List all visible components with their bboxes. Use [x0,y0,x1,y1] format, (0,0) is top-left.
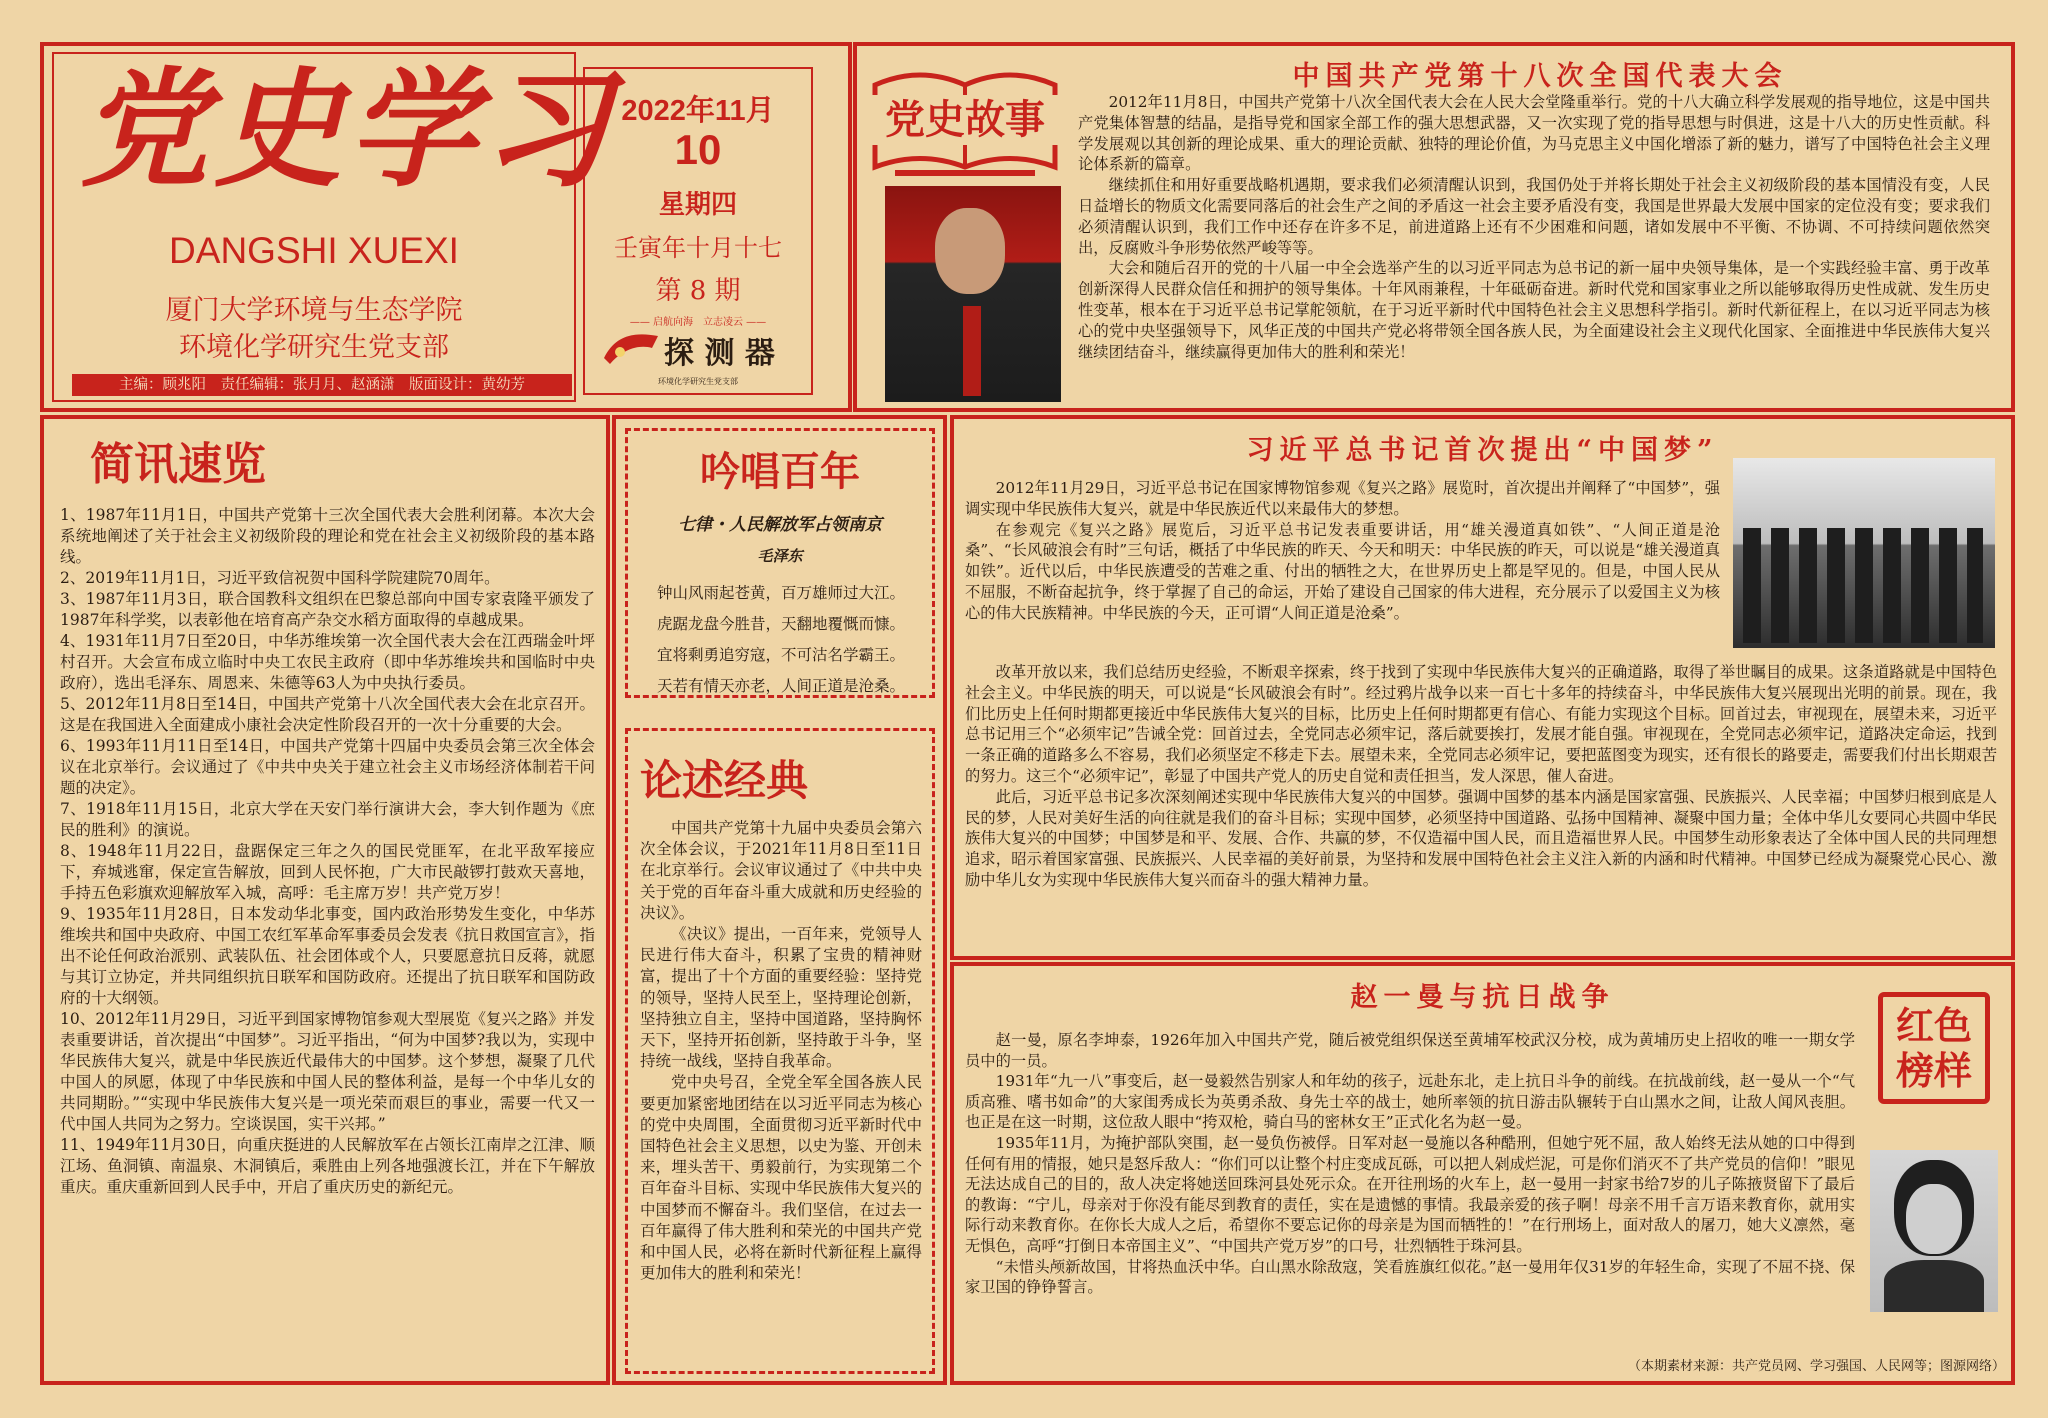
news-list [60,505,595,1198]
date-year-month: 2022年11月 [621,95,775,127]
date-issue: 第 8 期 [655,276,741,306]
news-item: 6、1993年11月11日至14日，中国共产党第十四届中央委员会第三次全体会议在北京举行。会议通过了《中共中央关于建立社会主义市场经济体制若干问题的决定》。 [60,737,595,797]
dream-paragraph: 2012年11月29日，习近平总书记在国家博物馆参观《复兴之路》展览时，首次提出并阐释了“中国梦”，强调实现中华民族伟大复兴，就是中华民族近代以来最伟大的梦想。 [965,479,1720,518]
brand-sub: 环境化学研究生党支部 [658,377,738,386]
classic-title: 论述经典 [640,756,809,805]
poem-line: 虎踞龙盘今胜昔，天翻地覆慨而慷。 [656,615,905,633]
dream-body-bottom [965,662,1997,891]
classic-paragraph: 《决议》提出，一百年来，党领导人民进行伟大奋斗，积累了宝贵的精神财富，提出了十个方面的重要经验：坚持党的领导，坚持人民至上，坚持理论创新，坚持独立自主，坚持中国道路，坚持胸怀天下，坚持开拓创新，坚持敢于斗争，坚持统一战线，坚持自我革命。 [640,925,922,1071]
zhao-paragraph: 赵一曼，原名李坤泰，1926年加入中国共产党，随后被党组织保送至黄埔军校武汉分校，成为黄埔历史上招收的唯一一期女学员中的一员。 [965,1031,1855,1070]
portrait-body [1884,1260,1984,1312]
editors-bar: 主编：顾兆阳 责任编辑：张月月、赵涵潇 版面设计：黄幼芳 [72,374,572,396]
zhao-paragraph: 1931年“九一八”事变后，赵一曼毅然告别家人和年幼的孩子，远赴东北，走上抗日斗争的前线。在抗战前线，赵一曼从一个“气质高雅、嗜书如命”的大家闺秀成长为英勇杀敌、身先士卒的战士，她所率领的抗日游击队辗转于白山黑水之间，让敌人闻风丧胆。也正是在这一时期，这位敌人眼中“挎双枪，骑白马的密林女王”正式化名为赵一曼。 [965,1072,1855,1132]
news-item: 3、1987年11月3日，联合国教科文组织在巴黎总部向中国专家袁隆平颁发了1987年科学奖，以表彰他在培育高产杂交水稻方面取得的卓越成果。 [60,590,595,629]
classic-paragraph: 中国共产党第十九届中央委员会第六次全体会议，于2021年11月8日至11日在北京举行。会议审议通过了《中共中央关于党的百年奋斗重大成就和历史经验的决议》。 [640,819,922,922]
news-item: 7、1918年11月15日，北京大学在天安门举行演讲大会，李大钊作题为《庶民的胜利》的演说。 [60,800,595,839]
news-item: 8、1948年11月22日，盘踞保定三年之久的国民党匪军，在北平敌军接应下，弃城逃窜，保定宣告解放，回到人民怀抱，广大市民敲锣打鼓欢天喜地，手持五色彩旗欢迎解放军入城，高呼：毛主席万岁！共产党万岁！ [60,842,595,902]
story-paragraph: 继续抓住和用好重要战略机遇期，要求我们必须清醒认识到，我国仍处于并将长期处于社会主义初级阶段的基本国情没有变，人民日益增长的物质文化需要同落后的社会生产之间的矛盾这一社会主要矛盾没有变，我国是世界最大发展中国家的定位没有变；要求我们必须清醒认识到，我们工作中还存在许多不足，前进道路上还有不少困难和问题，诸如发展中不平衡、不协调、不可持续问题依然突出，反腐败斗争形势依然严峻等等。 [1078,176,1990,257]
poem-title: 七律・人民解放军占领南京 [678,515,882,535]
zhao-title: 赵一曼与抗日战争 [1350,982,1615,1013]
poem-line: 宜将剩勇追穷寇，不可沽名学霸王。 [656,646,905,664]
poem-line: 天若有情天亦老，人间正道是沧桑。 [656,677,905,695]
portrait-face [1906,1184,1962,1254]
masthead-pinyin: DANGSHI XUEXI [169,230,459,271]
story-paragraph: 2012年11月8日，中国共产党第十八次全国代表大会在人民大会堂隆重举行。党的十八大确立科学发展观的指导地位，这是中国共产党集体智慧的结晶，是指导党和国家全部工作的强大思想武器，又一次实现了党的指导思想与时俱进，这是十八大的历史性贡献。科学发展观以其创新的理论成果、重大的理论贡献、独特的理论价值，为马克思主义中国化增添了新的魅力，谱写了中国特色社会主义理论体系新的篇章。 [1078,93,1990,174]
photo-figures [1743,528,1983,643]
zhao-paragraph: “未惜头颅新故国，甘将热血沃中华。白山黑水除敌寇，笑看旌旗红似花。”赵一曼用年仅31岁的年轻生命，实现了不屈不挠、保家卫国的铮铮誓言。 [965,1257,1855,1297]
news-item: 5、2012年11月8日至14日，中国共产党第十八次全国代表大会在北京召开。这是在我国进入全面建成小康社会决定性阶段召开的一次十分重要的大会。 [60,695,595,734]
date-lunar: 壬寅年十月十七 [614,234,782,262]
exhibition-group-photo [1733,458,1995,648]
party-flag-icon [600,328,662,368]
story-label: 党史故事 [865,95,1065,145]
classic-paragraph: 党中央号召，全党全军全国各族人民要更加紧密地团结在以习近平同志为核心的党中央周围，全面贯彻习近平新时代中国特色社会主义思想，以史为鉴、开创未来，埋头苦干、勇毅前行，为实现第二个百年奋斗目标、实现中华民族伟大复兴的中国梦而不懈奋斗。我们坚信，在过去一百年赢得了伟大胜利和荣光的中国共产党和中国人民，必将在新时代新征程上赢得更加伟大的胜利和荣光！ [640,1073,922,1283]
poem-lines [634,578,928,702]
brand-slogan: —— 启航向海 立志凌云 —— [629,317,767,328]
classic-body [640,818,922,1284]
news-item: 9、1935年11月28日，日本发动华北事变，国内政治形势发生变化，中华苏维埃共和国中央政府、中国工农红军革命军事委员会发表《抗日救国宣言》，指出不论任何政治派别、武装队伍、社会团体或个人，只要愿意抗日反蒋，就愿与其订立协定，并共同组织抗日联军和国防政府。还提出了抗日联军和国防政府的十大纲领。 [60,905,595,1007]
brand-name: 探 测 器 [664,336,775,371]
dream-paragraph: 在参观完《复兴之路》展览后，习近平总书记发表重要讲话，用“雄关漫道真如铁”、“人间正道是沧桑”、“长风破浪会有时”三句话，概括了中华民族的昨天、今天和明天：中华民族的昨天，可以说是“雄关漫道真如铁”。近代以后，中华民族遭受的苦难之重、付出的牺牲之大，在世界历史上都是罕见的。但是，中国人民从不屈服，不断奋起抗争，终于掌握了自己的命运，开始了建设自己国家的伟大进程，充分展示了以爱国主义为核心的伟大民族精神。中华民族的今天，正可谓“人间正道是沧桑”。 [965,520,1720,622]
dream-paragraph: 改革开放以来，我们总结历史经验，不断艰辛探索，终于找到了实现中华民族伟大复兴的正确道路，取得了举世瞩目的成果。这条道路就是中国特色社会主义。中华民族的明天，可以说是“长风破浪会有时”。经过鸦片战争以来一百七十多年的持续奋斗，中华民族伟大复兴展现出光明的前景。现在，我们比历史上任何时期都更接近中华民族伟大复兴的目标，比历史上任何时期都更有信心、有能力实现这个目标。回首过去，审视现在，展望未来，习近平总书记用三个“必须牢记”告诫全党：回首过去，全党同志必须牢记，落后就要挨打，发展才能自强。审视现在，全党同志必须牢记，道路决定命运，找到一条正确的道路多么不容易，我们必须坚定不移走下去。展望未来，全党同志必须牢记，要把蓝图变为现实，还有很长的路要走，需要我们付出长期艰苦的努力。这三个“必须牢记”，彰显了中国共产党人的历史自觉和责任担当，发人深思，催人奋进。 [965,663,1997,785]
source-note: （本期素材来源：共产党员网、学习强国、人民网等；图源网络） [1627,1359,2005,1374]
leader-portrait-photo [885,186,1061,402]
date-day: 10 [674,126,722,173]
zhao-body-top [965,1030,1855,1298]
zhao-yiman-portrait [1870,1150,1998,1312]
news-title: 简讯速览 [90,439,266,490]
date-weekday: 星期四 [658,190,737,220]
dream-paragraph: 此后，习近平总书记多次深刻阐述实现中华民族伟大复兴的中国梦。强调中国梦的基本内涵是国家富强、民族振兴、人民幸福；中国梦归根到底是人民的梦，人民对美好生活的向往就是我们的奋斗目标；实现中国梦，必须坚持中国道路、弘扬中国精神、凝聚中国力量；全体中华儿女要同心共圆中华民族伟大复兴的中国梦；中国梦是和平、发展、合作、共赢的梦，不仅造福中国人民，而且造福世界人民。中国梦生动形象表达了全体中国人民的共同理想追求，昭示着国家富强、民族振兴、人民幸福的美好前景，为坚持和发展中国特色社会主义注入新的内涵和时代精神。中国梦已经成为凝聚党心民心、激励中华儿女为实现中华民族伟大复兴而奋斗的强大精神力量。 [965,787,1997,889]
story-title: 中国共产党第十八次全国代表大会 [1292,61,1788,92]
news-item: 10、2012年11月29日，习近平到国家博物馆参观大型展览《复兴之路》并发表重要讲话，首次提出“中国梦”。习近平指出，“何为中国梦?我以为，实现中华民族伟大复兴，就是中华民族近代最伟大的中国梦。这个梦想，凝聚了几代中国人的夙愿，体现了中华民族和中国人民的整体利益，是每一个中华儿女的共同期盼。”“实现中华民族伟大复兴是一项光荣而艰巨的事业，需要一代又一代中国人共同为之努力。空谈误国，实干兴邦。” [60,1010,595,1133]
story-label-badge [865,55,1065,185]
portrait-tie [963,306,981,396]
org-line-2: 环境化学研究生党支部 [179,332,449,363]
masthead-title: 党史学习 [80,55,617,205]
poem-author: 毛泽东 [757,547,803,565]
story-paragraph: 大会和随后召开的党的十八届一中全会选举产生的以习近平同志为总书记的新一届中央领导集体，是一个实践经验丰富、勇于改革创新深得人民群众信任和拥护的领导集体。十年风雨兼程，十年砥砺奋进。新时代党和国家事业之所以能够取得历史性成就、发生历史性变革，根本在于习近平总书记掌舵领航，在于习近平新时代中国特色社会主义思想科学指引。新时代新征程上，在以习近平同志为核心的党中央坚强领导下，风华正茂的中国共产党必将带领全国各族人民，为全面建设社会主义现代化国家、全面推进中华民族伟大复兴继续团结奋斗，继续赢得更加伟大的胜利和荣光！ [1078,259,1990,361]
dream-body-top [965,478,1720,624]
org-line-1: 厦门大学环境与生态学院 [165,295,463,326]
stamp-text: 红色榜样 [1895,1003,1972,1093]
brand-logo [600,326,800,370]
poem-line: 钟山风雨起苍黄，百万雄师过大江。 [656,584,905,602]
news-item: 2、2019年11月1日，习近平致信祝贺中国科学院建院70周年。 [60,569,500,587]
poem-section-title: 吟唱百年 [700,448,860,495]
dream-title: 习近平总书记首次提出“中国梦” [1246,435,1719,466]
news-item: 11、1949年11月30日，向重庆挺进的人民解放军在占领长江南岸之江津、顺江场、鱼洞镇、南温泉、木洞镇后，乘胜由上列各地强渡长江，并在下午解放重庆。重庆重新回到人民手中，开启了重庆历史的新纪元。 [60,1136,595,1196]
zhao-paragraph: 1935年11月，为掩护部队突围，赵一曼负伤被俘。日军对赵一曼施以各种酷刑，但她宁死不屈，敌人始终无法从她的口中得到任何有用的情报，她只是怒斥敌人：“你们可以让整个村庄变成瓦砾，可以把人剁成烂泥，可是你们消灭不了共产党员的信仰！”眼见无法达成自己的目的，敌人决定将她送回珠河县处死示众。在开往刑场的火车上，赵一曼用一封家书给7岁的儿子陈掖贤留下了最后的教诲：“宁儿，母亲对于你没有能尽到教育的责任，实在是遗憾的事情。我最亲爱的孩子啊！母亲不用千言万语来教育你，就用实际行动来教育你。在你长大成人之后，希望你不要忘记你的母亲是为国而牺牲的！”在行刑场上，面对敌人的屠刀，她大义凛然，毫无惧色，高呼“打倒日本帝国主义”、“中国共产党万岁”的口号，壮烈牺牲于珠河县。 [965,1133,1855,1255]
news-item: 4、1931年11月7日至20日，中华苏维埃第一次全国代表大会在江西瑞金叶坪村召开。大会宣布成立临时中央工农民主政府（即中华苏维埃共和国临时中央政府），选出毛泽东、周恩来、朱德等63人为中央执行委员。 [60,632,595,692]
story-body [1078,92,1990,362]
portrait-face [935,208,1005,294]
news-item: 1、1987年11月1日，中国共产党第十三次全国代表大会胜利闭幕。本次大会系统地阐述了关于社会主义初级阶段的理论和党在社会主义初级阶段的基本路线。 [60,506,595,566]
red-example-stamp [1878,992,1990,1104]
